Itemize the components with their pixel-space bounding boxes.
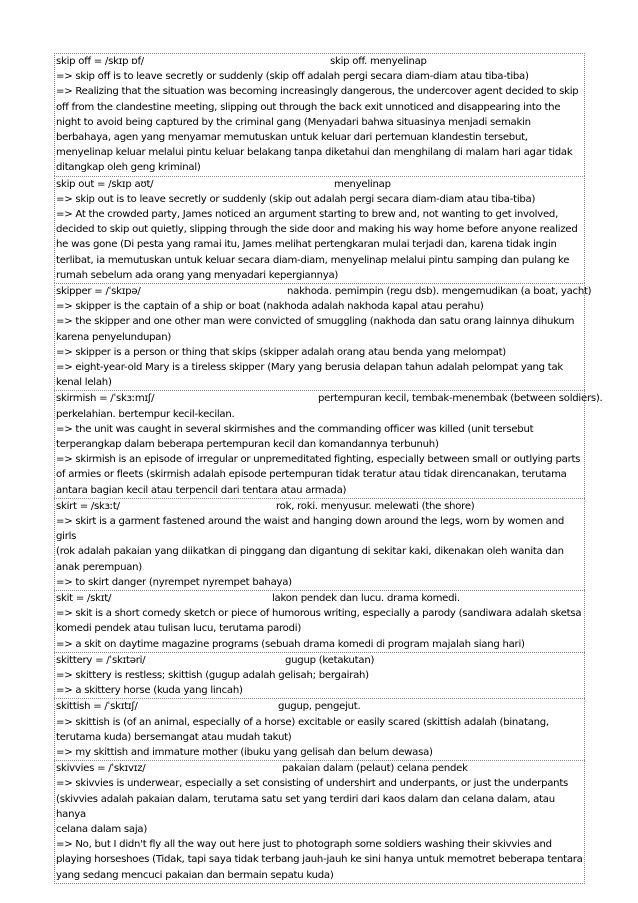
meaning: lakon pendek dan lucu. drama komedi.: [272, 593, 460, 605]
entry-line: => skirmish is an episode of irregular or unpremeditated fighting, especially between small or outlying parts: [56, 454, 581, 466]
entry-line: terperangkap dalam beberapa pertempuran kecil dan komandannya terbunuh): [56, 439, 439, 451]
entry-line: => No, but I didn't fly all the way out here just to photograph some soldiers washing their skivvies and: [56, 839, 552, 851]
entry-line: => eight-year-old Mary is a tireless skipper (Mary yang berusia delapan tahun adalah pelompat yang tak: [56, 362, 564, 374]
entry-header: [56, 761, 584, 776]
entry-line: => skip out is to leave secretly or suddenly (skip out adalah pergi secara diam-diam atau tiba-tiba): [56, 193, 536, 205]
meaning: pakaian dalam (pelaut) celana pendek: [282, 763, 468, 775]
entry-line: menyelinap keluar melalui pintu keluar belakang tanpa diketahui dan menghilang di malam hari agar tidak: [56, 147, 573, 159]
entry-line: komedi pendek atau tulisan lucu, terutama parodi): [56, 623, 302, 635]
meaning: menyelinap: [334, 178, 391, 190]
entry-header: [56, 591, 584, 606]
entry-line: => my skittish and immature mother (ibuku yang gelisah dan belum dewasa): [56, 747, 433, 759]
entry-line: night to avoid being captured by the criminal gang (Menyadari bahwa situasinya menjadi semakin: [56, 116, 531, 128]
meaning: nakhoda. pemimpin (regu dsb). mengemudikan (a boat, yacht): [287, 286, 592, 298]
entry-line: => skipper is a person or thing that skips (skipper adalah orang atau benda yang melompat): [56, 346, 506, 358]
meaning: skip off. menyelinap: [330, 56, 427, 67]
entry-line: berbahaya, agen yang menyamar memutuskan untuk keluar dari pertemuan klandestin tersebut,: [56, 132, 528, 143]
entry-skip-off: [54, 53, 585, 176]
entry-line: anak perempuan): [56, 561, 142, 573]
entry-line: => to skirt danger (nyrempet nyrempet bahaya): [56, 576, 292, 588]
entry-line: => the unit was caught in several skirmishes and the commanding officer was killed (unit tersebut: [56, 423, 534, 435]
entry-header: [56, 391, 603, 406]
entry-line: => skivvies is underwear, especially a set consisting of undershirt and underpants, or just the underpants: [56, 778, 569, 790]
entry-line: => a skit on daytime magazine programs (sebuah drama komedi di program majalah siang hari): [56, 638, 525, 650]
headword: skit = /skɪt/: [56, 593, 112, 605]
entry-line: => Realizing that the situation was becoming increasingly dangerous, the undercover agent decided to skip: [56, 86, 579, 98]
entry-line: perkelahian. bertempur kecil-kecilan.: [56, 408, 235, 420]
entry-line: => skip off is to leave secretly or suddenly (skip off adalah pergi secara diam-diam atau tiba-tiba): [56, 71, 529, 83]
meaning: gugup (ketakutan): [285, 654, 375, 666]
entry-skittish: [54, 698, 585, 760]
entry-skivvies: [54, 760, 585, 884]
entry-line: celana dalam saja): [56, 824, 148, 836]
headword: skirmish = /ˈskɜːmɪʃ/: [56, 393, 155, 405]
dictionary-document: [54, 53, 603, 884]
entry-line: terutama kuda) bersemangat atau mudah takut): [56, 731, 292, 743]
entry-line: karena penyelundupan): [56, 331, 172, 343]
headword: skittish = /ˈskɪtɪʃ/: [56, 701, 138, 713]
meaning: pertempuran kecil, tembak-menembak (between soldiers).: [318, 393, 603, 405]
entry-skip-out: [54, 176, 585, 283]
entry-skittery: [54, 652, 585, 699]
entry-line: playing horseshoes (Tidak, tapi saya tidak terbang jauh-jauh ke sini hanya untuk memotret beberapa tentara: [56, 854, 583, 866]
entry-line: decided to skip out quietly, slipping through the side door and making his way home before anyone realized: [56, 224, 578, 236]
entry-skirt: [54, 498, 585, 590]
entry-line: kenal lelah): [56, 377, 112, 389]
entry-line: => a skittery horse (kuda yang lincah): [56, 685, 243, 697]
entry-header: [56, 284, 592, 299]
headword: skip out = /skɪp aʊt/: [56, 178, 154, 190]
entry-line: => skirt is a garment fastened around the waist and hanging down around the legs, worn by women and girls: [56, 516, 568, 543]
entry-line: (rok adalah pakaian yang diikatkan di pinggang dan digantung di sekitar kaki, dikenakan oleh wanita dan: [56, 546, 564, 558]
entry-line: rumah sebelum ada orang yang menyadari kepergiannya): [56, 269, 339, 281]
headword: skittery = /ˈskɪtəri/: [56, 654, 146, 666]
entry-line: he was gone (Di pesta yang ramai itu, James melihat pertengkaran mulai terjadi dan, karena tidak ingin: [56, 239, 557, 251]
entry-line: (skivvies adalah pakaian dalam, terutama satu set yang terdiri dari kaos dalam dan celana dalam, atau hanya: [56, 793, 558, 820]
entry-line: => At the crowded party, James noticed an argument starting to brew and, not wanting to get involved,: [56, 209, 559, 220]
entry-header: [56, 177, 584, 192]
headword: skirt = /skɜːt/: [56, 500, 120, 512]
headword: skip off = /skɪp ɒf/: [56, 56, 144, 67]
meaning: gugup, pengejut.: [278, 701, 361, 713]
entry-header: [56, 54, 584, 69]
headword: skivvies = /ˈskɪvɪz/: [56, 763, 146, 775]
entry-line: off from the clandestine meeting, slipping out through the back exit unnoticed and disappearing into the: [56, 101, 561, 113]
entry-skirmish: [54, 390, 603, 497]
entry-line: ditangkap oleh geng kriminal): [56, 162, 201, 174]
entry-skit: [54, 590, 585, 652]
entry-line: yang sedang mencuci pakaian dan bermain sepatu kuda): [56, 869, 334, 881]
entry-line: of armies or fleets (skirmish adalah episode pertempuran tidak teratur atau tidak direncanakan, terutama: [56, 469, 567, 481]
headword: skipper = /ˈskɪpə/: [56, 286, 141, 298]
entry-line: antara bagian kecil atau terpencil dari tentara atau armada): [56, 484, 347, 496]
entry-header: [56, 499, 584, 514]
entry-line: => skipper is the captain of a ship or boat (nakhoda adalah nakhoda kapal atau perahu): [56, 301, 484, 313]
entry-header: [56, 699, 584, 714]
entry-line: => skittery is restless; skittish (gugup adalah gelisah; bergairah): [56, 670, 369, 682]
meaning: rok, roki. menyusur. melewati (the shore): [276, 500, 475, 512]
entry-line: => skittish is (of an animal, especially of a horse) excitable or easily scared (skittish adalah (binatang,: [56, 716, 549, 728]
entry-header: [56, 653, 584, 668]
entry-line: terlibat, ia memutuskan untuk keluar secara diam-diam, menyelinap melalui pintu samping dan pulang ke: [56, 254, 570, 266]
entry-line: => skit is a short comedy sketch or piece of humorous writing, especially a parody (sandiwara adalah sketsa: [56, 608, 582, 620]
entry-skipper: [54, 283, 592, 390]
entry-line: => the skipper and one other man were convicted of smuggling (nakhoda dan satu orang lainnya dihukum: [56, 316, 575, 328]
